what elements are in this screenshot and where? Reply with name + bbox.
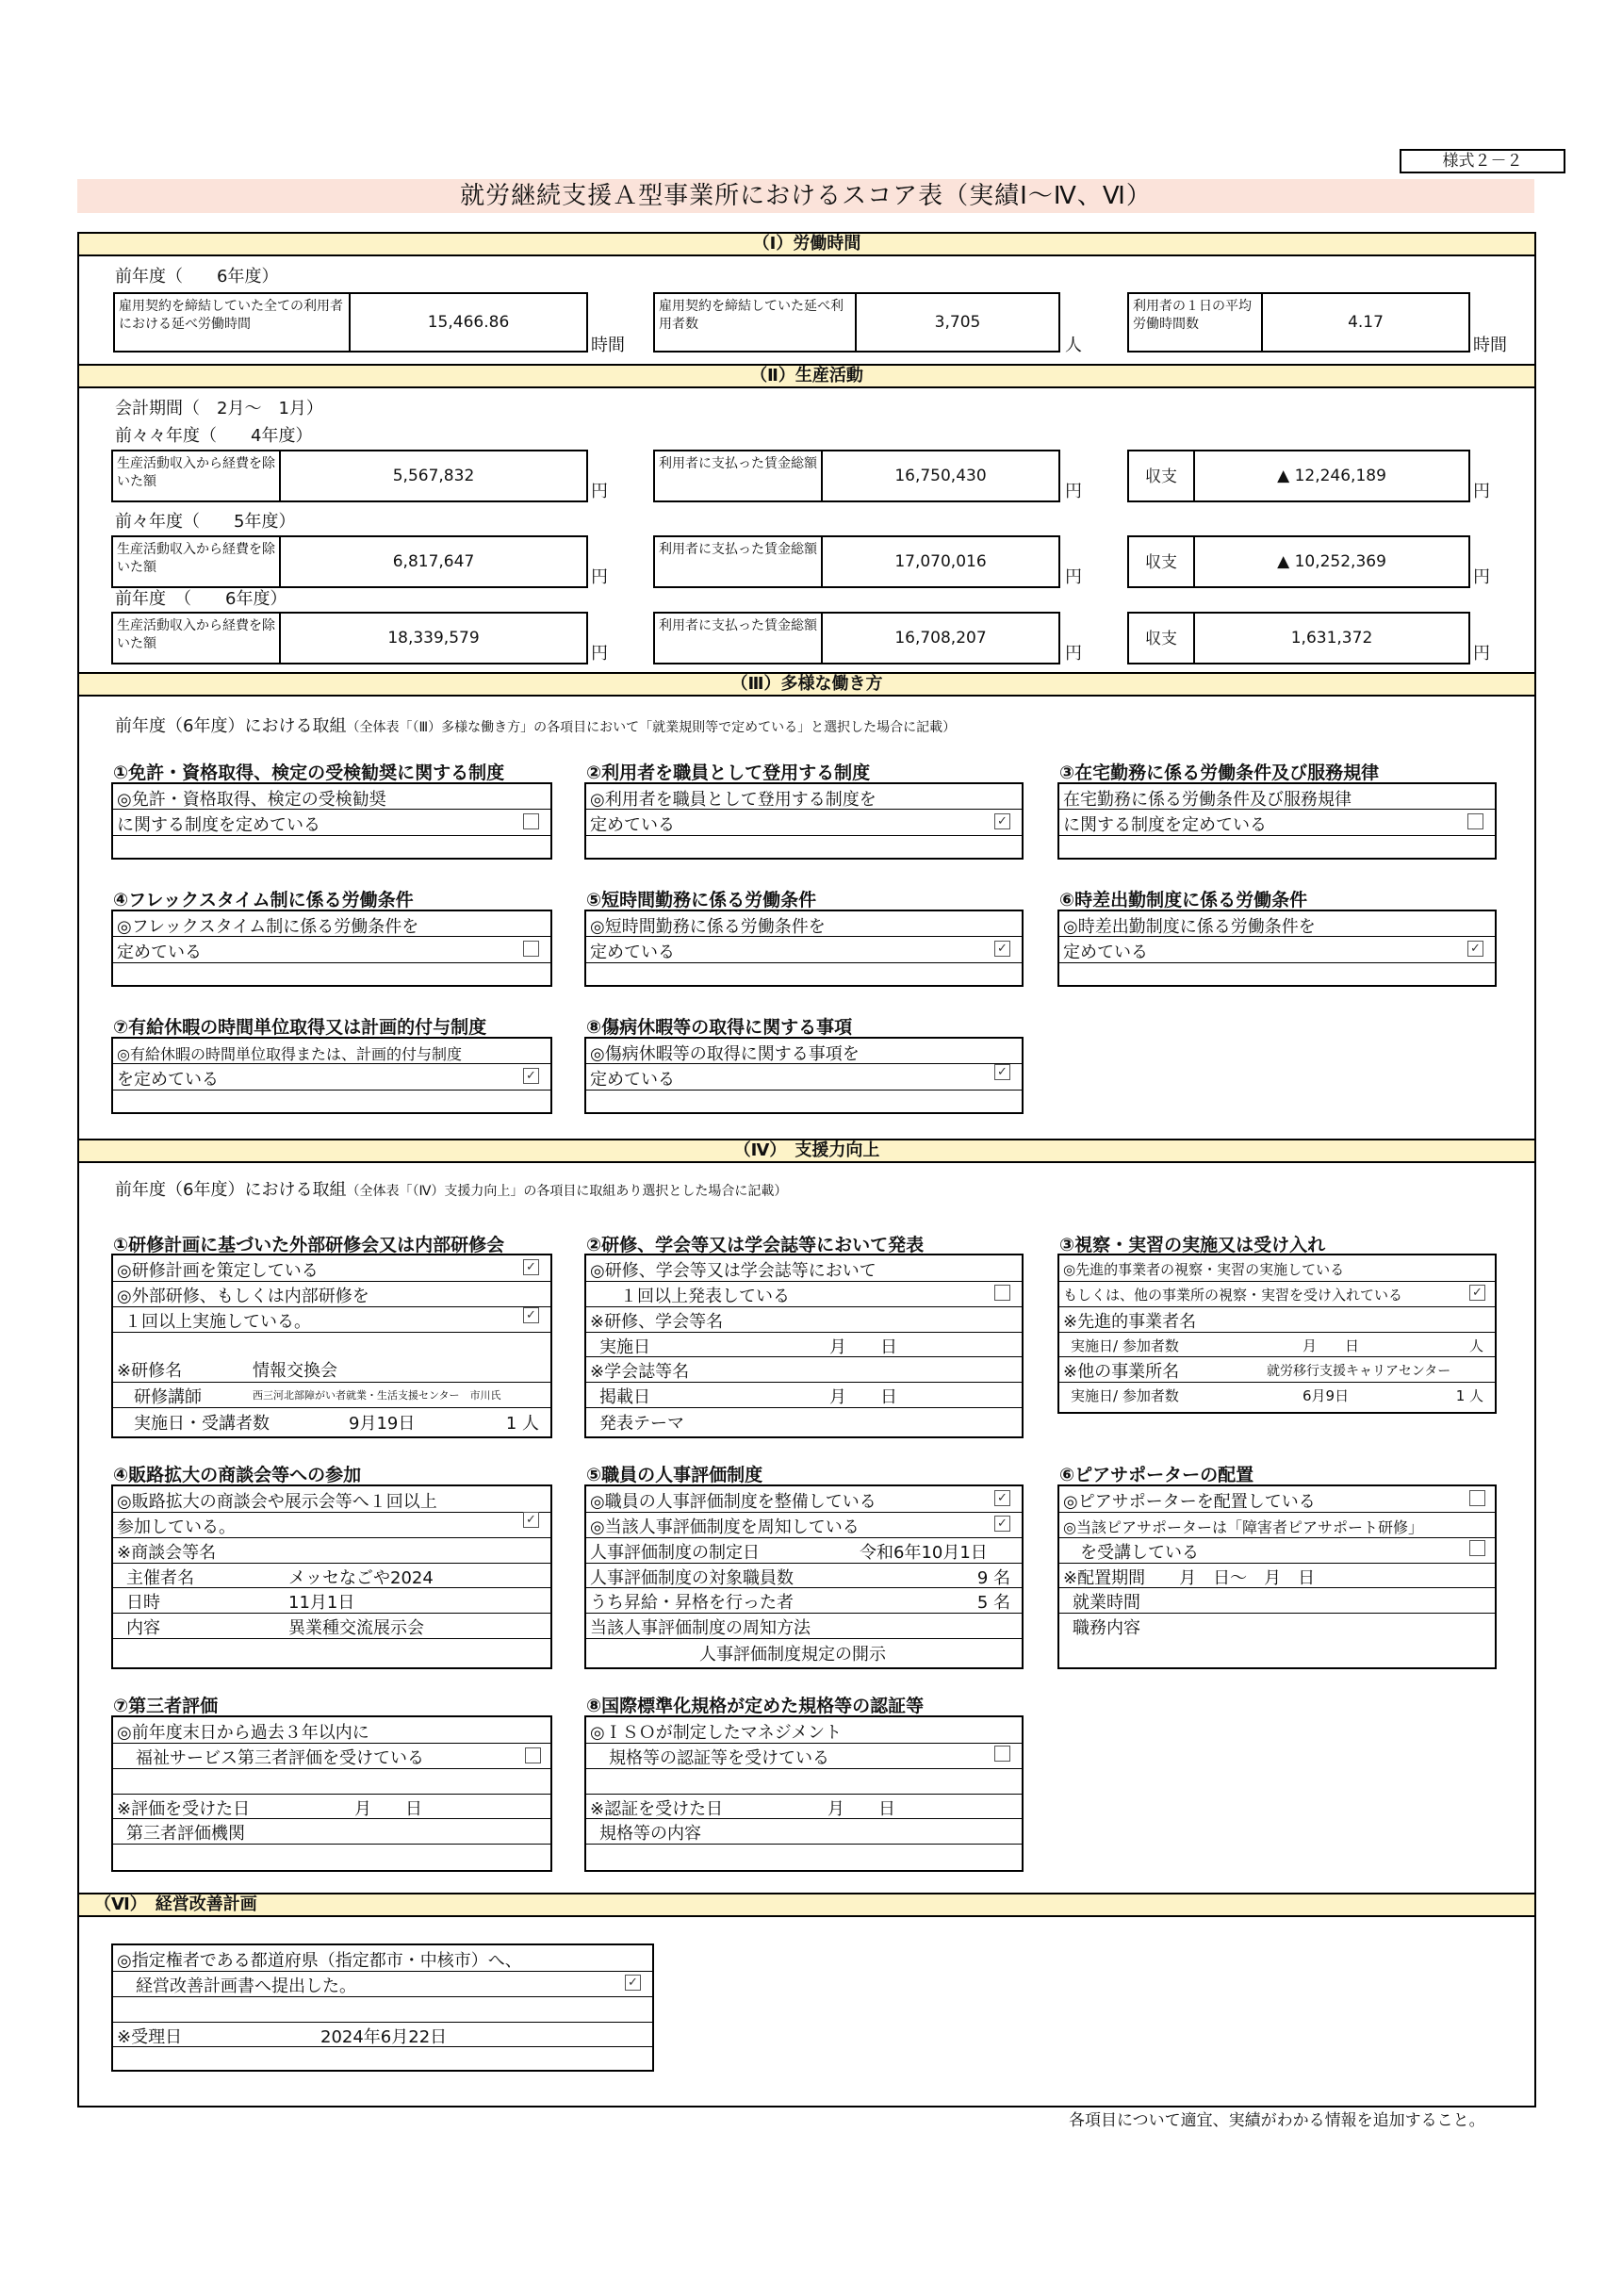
sec4-item5-row: 人事評価制度の制定日 [590, 1543, 760, 1563]
sec4-item2-row: ※研修、学会等名 [590, 1312, 724, 1332]
sec1-total-hours-label: 雇用契約を締結していた全ての利用者における延べ労働時間 [113, 292, 351, 353]
sec3-item-title: ③在宅勤務に係る労働条件及び服務規律 [1059, 763, 1380, 783]
sec3-item-title: ⑦有給休暇の時間単位取得又は計画的付与制度 [113, 1017, 487, 1038]
sec6-row: 経営改善計画書へ提出した。 [136, 1976, 356, 1996]
sec4-item7-row: ※評価を受けた日 [117, 1799, 251, 1819]
sec2-net-income-label: 生産活動収入から経費を除いた額 [111, 535, 281, 588]
sec1-fiscal-label: 前年度（ 6年度） [115, 267, 279, 287]
sec4-item1-box [111, 1254, 552, 1438]
sec4-item3-value: 人 [1468, 1337, 1483, 1354]
sec2-net-income-value: 18,339,579 [281, 612, 588, 664]
checkmark-icon[interactable]: ✓ [523, 1307, 539, 1323]
sec4-item4-row: 内容 [126, 1618, 160, 1638]
sec3-item-box [584, 782, 1024, 860]
sec4-item4-row: ※商談会等名 [117, 1543, 217, 1563]
sec4-item4-value: メッセなごや2024 [288, 1568, 434, 1588]
sec4-item1-row: １回以上実施している。 [124, 1312, 311, 1332]
sec1-avg-hours-unit: 時間 [1473, 336, 1507, 355]
sec1-total-hours-unit: 時間 [591, 336, 625, 355]
sec4-item6-row: ◎ピアサポーターを配置している [1063, 1492, 1316, 1512]
section-4-heading: （Ⅳ） 支援力向上 [79, 1139, 1534, 1163]
sec3-item-box [111, 910, 552, 987]
sec3-intro-note: （全体表「（Ⅲ）多様な働き方」の各項目において「就業規則等で定めている」と選択した場合に記載） [346, 720, 957, 735]
sec4-item2-row: 発表テーマ [599, 1414, 684, 1434]
checkmark-icon[interactable]: ✓ [994, 1490, 1010, 1506]
sec4-item8-box [584, 1715, 1024, 1872]
sec6-box [111, 1943, 654, 2072]
sec2-balance-label: 収支 [1127, 535, 1195, 588]
checkbox-icon[interactable] [1467, 813, 1483, 829]
sec6-row: ※受理日 [117, 2027, 183, 2047]
sec4-item5-row: 人事評価制度規定の開示 [699, 1645, 886, 1665]
sec2-net-income-label: 生産活動収入から経費を除いた額 [111, 612, 281, 664]
sec2-year-label: 前々々年度（ 4年度） [115, 426, 313, 446]
sec4-item5-row: 人事評価制度の対象職員数 [590, 1568, 794, 1588]
sec2-net-income-value: 5,567,832 [281, 450, 588, 502]
section-6-heading: （Ⅵ） 経営改善計画 [79, 1893, 1534, 1917]
sec2-unit: 円 [1065, 567, 1082, 587]
sec4-item1-row: ◎外部研修、もしくは内部研修を [117, 1287, 369, 1306]
sec2-unit: 円 [591, 482, 608, 501]
sec4-item3-row: ※先進的事業者名 [1063, 1312, 1197, 1332]
sec1-avg-hours-label: 利用者の１日の平均労働時間数 [1127, 292, 1263, 353]
sec3-item-line2: に関する制度を定めている [1063, 815, 1267, 835]
sec4-item4-value: 11月1日 [288, 1593, 355, 1613]
sec4-item4-value: 異業種交流展示会 [288, 1618, 424, 1638]
sec2-unit: 円 [591, 567, 608, 587]
sec4-item3-row: 実施日/ 参加者数 [1071, 1387, 1179, 1404]
sec3-item-line2: に関する制度を定めている [117, 815, 320, 835]
checkmark-icon[interactable]: ✓ [523, 1068, 539, 1084]
checkbox-icon[interactable] [523, 813, 539, 829]
sec4-item4-row: ◎販路拡大の商談会や展示会等へ１回以上 [117, 1492, 437, 1512]
sec4-item7-row: 第三者評価機関 [126, 1824, 245, 1844]
sec1-users-label: 雇用契約を締結していた延べ利用者数 [653, 292, 857, 353]
sec4-item7-row: 福祉サービス第三者評価を受けている [136, 1748, 424, 1768]
sec4-item4-title: ④販路拡大の商談会等への参加 [113, 1465, 362, 1485]
sec3-item-line2: 定めている [590, 943, 675, 962]
checkmark-icon[interactable]: ✓ [994, 1516, 1010, 1532]
sec4-item3-row: ※他の事業所名 [1063, 1362, 1180, 1382]
sec4-item7-title: ⑦第三者評価 [113, 1696, 219, 1716]
sec4-item5-value: 9 名 [976, 1568, 1010, 1588]
sec4-item5-row: ◎当該人事評価制度を周知している [590, 1517, 860, 1537]
sec2-wages-value: 16,708,207 [823, 612, 1060, 664]
sec4-item3-row: ◎先進的事業者の視察・実習の実施している [1063, 1261, 1345, 1278]
sec2-unit: 円 [1473, 644, 1490, 664]
sec2-wages-label: 利用者に支払った賃金総額 [653, 535, 823, 588]
checkbox-icon[interactable] [525, 1747, 541, 1763]
sec1-avg-hours-value: 4.17 [1263, 292, 1470, 353]
sec2-balance-value: ▲ 12,246,189 [1195, 450, 1470, 502]
sec4-item6-row: ◎当該ピアサポーターは「障害者ピアサポート研修」 [1063, 1518, 1423, 1536]
checkmark-icon[interactable]: ✓ [523, 1512, 539, 1528]
sec3-item-title: ⑥時差出勤制度に係る労働条件 [1059, 890, 1308, 910]
sec4-item8-row: ※認証を受けた日 [590, 1799, 724, 1819]
sec2-balance-value: 1,631,372 [1195, 612, 1470, 664]
sec3-item-line1: ◎利用者を職員として登用する制度を [590, 790, 877, 810]
sec3-item-box [111, 1037, 552, 1114]
checkmark-icon[interactable]: ✓ [994, 813, 1010, 829]
sec4-item4-row: 参加している。 [117, 1517, 236, 1537]
checkbox-icon[interactable] [994, 1285, 1010, 1301]
sec4-item1-row: 実施日・受講者数 [134, 1414, 270, 1434]
sec2-wages-value: 16,750,430 [823, 450, 1060, 502]
sec4-item1-value: 情報交換会 [253, 1361, 337, 1381]
sec4-item3-value: 6月9日 [1303, 1387, 1350, 1404]
sec3-item-title: ⑧傷病休暇等の取得に関する事項 [586, 1017, 853, 1038]
page-title: 就労継続支援Ａ型事業所におけるスコア表（実績Ⅰ～Ⅳ、Ⅵ） [77, 179, 1534, 213]
sec3-item-box [111, 782, 552, 860]
sec3-item-title: ①免許・資格取得、検定の受検勧奨に関する制度 [113, 763, 505, 783]
sec4-item8-row: 規格等の内容 [599, 1824, 701, 1844]
sec2-year-label: 前々年度（ 5年度） [115, 512, 296, 532]
sec4-item3-title: ③視察・実習の実施又は受け入れ [1059, 1235, 1326, 1255]
sec4-item1-title: ①研修計画に基づいた外部研修会又は内部研修会 [113, 1235, 505, 1255]
sec4-item2-box [584, 1254, 1024, 1438]
sec3-item-line2: 定めている [117, 943, 202, 962]
sec1-users-value: 3,705 [857, 292, 1060, 353]
sec3-item-title: ②利用者を職員として登用する制度 [586, 763, 871, 783]
sec2-unit: 円 [1473, 567, 1490, 587]
sec6-value: 2024年6月22日 [320, 2027, 448, 2047]
sec3-item-line2: 定めている [590, 815, 675, 835]
sec3-item-line2: を定めている [117, 1070, 219, 1090]
sec4-item3-row: 実施日/ 参加者数 [1071, 1337, 1179, 1354]
sec4-item6-box [1057, 1484, 1497, 1669]
sec2-wages-label: 利用者に支払った賃金総額 [653, 450, 823, 502]
sec4-item5-value: 令和6年10月1日 [860, 1543, 988, 1563]
sec4-item2-row: ◎研修、学会等又は学会誌等において [590, 1261, 877, 1281]
sec3-item-box [1057, 910, 1497, 987]
sec3-intro [115, 716, 956, 737]
sec3-item-line1: ◎短時間勤務に係る労働条件を [590, 917, 826, 937]
sec2-balance-value: ▲ 10,252,369 [1195, 535, 1470, 588]
sec4-item8-row: ◎ＩＳＯが制定したマネジメント [590, 1723, 843, 1743]
sec3-item-line1: ◎免許・資格取得、検定の受検勧奨 [117, 790, 386, 810]
sec4-item7-value: 月 日 [354, 1799, 422, 1819]
sec2-year-label: 前年度 （ 6年度） [115, 589, 287, 609]
sec4-intro-note: （全体表「（Ⅳ）支援力向上」の各項目に取組あり選択とした場合に記載） [346, 1184, 788, 1199]
sec4-item6-row: 職務内容 [1073, 1618, 1140, 1638]
sec4-item5-box [584, 1484, 1024, 1669]
sec4-item3-value: 就労移行支援キャリアセンター [1267, 1364, 1451, 1379]
sec3-item-title: ⑤短時間勤務に係る労働条件 [586, 890, 817, 910]
sec4-item6-title: ⑥ピアサポーターの配置 [1059, 1465, 1254, 1485]
sec4-item3-box [1057, 1254, 1497, 1414]
sec3-intro-text: 前年度（6年度）における取組 [115, 716, 347, 736]
sec1-users-unit: 人 [1065, 336, 1082, 355]
checkmark-icon[interactable]: ✓ [523, 1259, 539, 1275]
sec2-net-income-label: 生産活動収入から経費を除いた額 [111, 450, 281, 502]
sec4-item5-row: ◎職員の人事評価制度を整備している [590, 1492, 877, 1512]
checkmark-icon[interactable]: ✓ [625, 1975, 641, 1991]
sec4-item4-row: 主催者名 [126, 1568, 194, 1588]
sec2-unit: 円 [1065, 644, 1082, 664]
sec3-item-line1: ◎傷病休暇等の取得に関する事項を [590, 1044, 860, 1064]
sec4-item4-box [111, 1484, 552, 1669]
sec3-item-line1: 在宅勤務に係る労働条件及び服務規律 [1063, 790, 1352, 810]
sec4-item3-value: 1 人 [1455, 1387, 1483, 1404]
sec2-balance-label: 収支 [1127, 612, 1195, 664]
sec3-item-line1: ◎時差出勤制度に係る労働条件を [1063, 917, 1316, 937]
sec4-item7-row: ◎前年度末日から過去３年以内に [117, 1723, 369, 1743]
sec3-item-box [1057, 782, 1497, 860]
sec4-item4-row: 日時 [126, 1593, 160, 1613]
sec3-item-line1: ◎有給休暇の時間単位取得または、計画的付与制度 [117, 1045, 462, 1063]
sec4-intro [115, 1180, 787, 1201]
sec4-item5-title: ⑤職員の人事評価制度 [586, 1465, 763, 1485]
sec4-item2-row: ※学会誌等名 [590, 1362, 690, 1382]
sec2-net-income-value: 6,817,647 [281, 535, 588, 588]
sec4-item2-value: 月 日 [829, 1337, 897, 1357]
sec4-item8-row: 規格等の認証等を受けている [609, 1748, 829, 1768]
sec2-unit: 円 [1065, 482, 1082, 501]
sec3-item-box [584, 1037, 1024, 1114]
sec4-item1-row: 研修講師 [134, 1387, 202, 1407]
sec6-row: ◎指定権者である都道府県（指定都市・中核市）へ、 [117, 1951, 522, 1971]
sec4-item2-title: ②研修、学会等又は学会誌等において発表 [586, 1235, 925, 1255]
sec1-total-hours-value: 15,466.86 [351, 292, 588, 353]
sec4-intro-text: 前年度（6年度）における取組 [115, 1180, 347, 1200]
sec3-item-title: ④フレックスタイム制に係る労働条件 [113, 890, 414, 910]
checkmark-icon[interactable]: ✓ [994, 941, 1010, 957]
checkbox-icon[interactable] [1469, 1490, 1485, 1506]
sec4-item1-value: 西三河北部障がい者就業・生活支援センター 市川氏 [253, 1389, 501, 1402]
section-1-heading: （Ⅰ）労働時間 [79, 232, 1534, 256]
form-number: 様式２－２ [1400, 149, 1565, 173]
checkbox-icon[interactable] [1469, 1540, 1485, 1556]
sec4-item1-row: ※研修名 [117, 1361, 183, 1381]
sec4-item2-row: 実施日 [599, 1337, 650, 1357]
sec4-item3-row: もしくは、他の事業所の視察・実習を受け入れている [1063, 1287, 1403, 1304]
sec4-item5-row: うち昇給・昇格を行った者 [590, 1593, 794, 1613]
sec3-item-line1: ◎フレックスタイム制に係る労働条件を [117, 917, 419, 937]
sec4-item6-row: を受講している [1080, 1543, 1199, 1563]
section-3-heading: （Ⅲ）多様な働き方 [79, 672, 1534, 697]
sec2-accounting-period: 会計期間（ 2月～ 1月） [115, 399, 323, 418]
checkbox-icon[interactable] [994, 1746, 1010, 1762]
section-2-heading: （Ⅱ）生産活動 [79, 364, 1534, 388]
sec2-unit: 円 [591, 644, 608, 664]
checkmark-icon[interactable]: ✓ [1469, 1285, 1485, 1301]
sec4-item1-row: ◎研修計画を策定している [117, 1261, 319, 1281]
sec4-item7-box [111, 1715, 552, 1872]
sec4-item1-value: 1 人 [505, 1414, 539, 1434]
sec4-item6-row: 就業時間 [1073, 1593, 1140, 1613]
checkmark-icon[interactable]: ✓ [1467, 941, 1483, 957]
sec4-item1-value: 9月19日 [349, 1414, 416, 1434]
sec4-item2-row: １回以上発表している [620, 1287, 790, 1306]
sec2-balance-label: 収支 [1127, 450, 1195, 502]
checkmark-icon[interactable]: ✓ [994, 1064, 1010, 1080]
sec4-item3-value: 月 日 [1303, 1337, 1360, 1354]
sec3-item-line2: 定めている [590, 1070, 675, 1090]
footer-note: 各項目について適宜、実績がわかる情報を追加すること。 [1069, 2111, 1485, 2130]
sec4-item2-row: 掲載日 [599, 1387, 650, 1407]
sec2-unit: 円 [1473, 482, 1490, 501]
sec4-item8-value: 月 日 [827, 1799, 895, 1819]
sec2-wages-value: 17,070,016 [823, 535, 1060, 588]
sec2-wages-label: 利用者に支払った賃金総額 [653, 612, 823, 664]
checkbox-icon[interactable] [523, 941, 539, 957]
sec3-item-box [584, 910, 1024, 987]
sec4-item5-value: 5 名 [976, 1593, 1010, 1613]
sec4-item2-value: 月 日 [829, 1387, 897, 1407]
sec4-item6-row: ※配置期間 月 日～ 月 日 [1063, 1568, 1316, 1588]
sec3-item-line2: 定めている [1063, 943, 1148, 962]
sec4-item5-row: 当該人事評価制度の周知方法 [590, 1618, 811, 1638]
sec4-item8-title: ⑧国際標準化規格が定めた規格等の認証等 [586, 1696, 925, 1716]
